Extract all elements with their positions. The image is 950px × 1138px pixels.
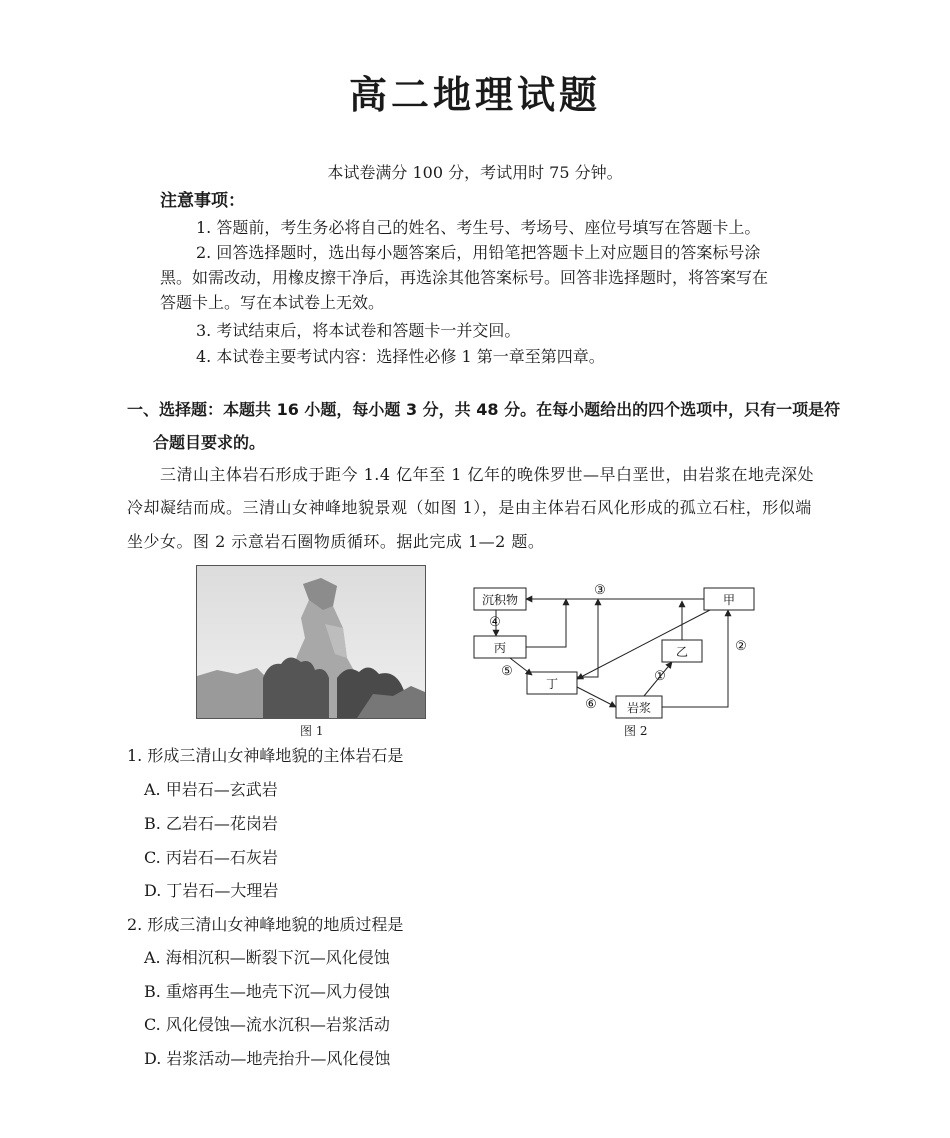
figure-2-caption: 图 2 (624, 724, 648, 738)
label-n3: ③ (594, 583, 606, 598)
section-heading: 一、选择题：本题共 16 小题，每小题 3 分，共 48 分。在每小题给出的四个选项中，只有一项是符 (127, 400, 841, 419)
label-n6: ⑥ (585, 697, 597, 712)
notice-item-4: 4. 本试卷主要考试内容：选择性必修 1 第一章至第四章。 (196, 347, 605, 366)
figure-2-rock-cycle-diagram (460, 575, 780, 743)
notice-item-1: 1. 答题前，考生务必将自己的姓名、考生号、考场号、座位号填写在答题卡上。 (196, 218, 761, 237)
page-title: 高二地理试题 (348, 73, 601, 117)
stone-pillar-illustration (197, 566, 425, 718)
question-2-option-c[interactable]: C. 风化侵蚀—流水沉积—岩浆活动 (144, 1015, 390, 1034)
question-stem-line-3: 坐少女。图 2 示意岩石圈物质循环。据此完成 1—2 题。 (127, 532, 545, 551)
question-2-option-b[interactable]: B. 重熔再生—地壳下沉—风力侵蚀 (144, 982, 390, 1001)
section-heading-cont: 合题目要求的。 (153, 433, 266, 452)
question-1-option-d[interactable]: D. 丁岩石—大理岩 (144, 881, 279, 900)
label-n2: ② (735, 639, 747, 654)
question-stem-line-2: 冷却凝结而成。三清山女神峰地貌景观（如图 1），是由主体岩石风化形成的孤立石柱，形似端 (127, 498, 812, 517)
arrow-ding-to-sediment (577, 599, 598, 677)
notice-item-2-cont: 黑。如需改动，用橡皮擦干净后，再选涂其他答案标号。回答非选择题时，将答案写在 (160, 268, 769, 287)
label-n1: ① (654, 669, 666, 684)
arrow-jia-to-ding (577, 610, 710, 679)
notice-item-3: 3. 考试结束后，将本试卷和答题卡一并交回。 (196, 321, 521, 340)
label-magma: 岩浆 (626, 701, 652, 715)
question-1-option-a[interactable]: A. 甲岩石—玄武岩 (144, 780, 278, 799)
notice-item-2: 2. 回答选择题时，选出每小题答案后，用铅笔把答题卡上对应题目的答案标号涂 (196, 243, 761, 262)
figure-1-photo (196, 565, 426, 719)
notice-item-2-end: 答题卡上。写在本试卷上无效。 (160, 293, 385, 312)
question-2-stem: 2. 形成三清山女神峰地貌的地质过程是 (127, 915, 404, 934)
question-2-option-d[interactable]: D. 岩浆活动—地壳抬升—风化侵蚀 (144, 1049, 391, 1068)
question-1-option-c[interactable]: C. 丙岩石—石灰岩 (144, 848, 278, 867)
exam-meta: 本试卷满分 100 分，考试用时 75 分钟。 (327, 163, 623, 182)
arrow-2 (662, 610, 728, 707)
label-bing: 丙 (493, 641, 507, 655)
label-ding: 丁 (545, 677, 559, 691)
label-yi: 乙 (675, 645, 689, 659)
question-2-option-a[interactable]: A. 海相沉积—断裂下沉—风化侵蚀 (144, 948, 390, 967)
notice-heading: 注意事项： (160, 191, 245, 211)
label-sediment: 沉积物 (481, 593, 519, 607)
question-stem-line-1: 三清山主体岩石形成于距今 1.4 亿年至 1 亿年的晚侏罗世—早白垩世，由岩浆在地壳深处 (160, 465, 814, 484)
label-jia: 甲 (722, 593, 736, 607)
question-1-option-b[interactable]: B. 乙岩石—花岗岩 (144, 814, 278, 833)
arrow-bing-to-sediment (526, 599, 566, 647)
figure-1-caption: 图 1 (300, 724, 324, 738)
label-n4: ④ (489, 615, 501, 630)
question-1-stem: 1. 形成三清山女神峰地貌的主体岩石是 (127, 746, 404, 765)
arrow-5 (510, 658, 532, 675)
label-n5: ⑤ (501, 664, 513, 679)
